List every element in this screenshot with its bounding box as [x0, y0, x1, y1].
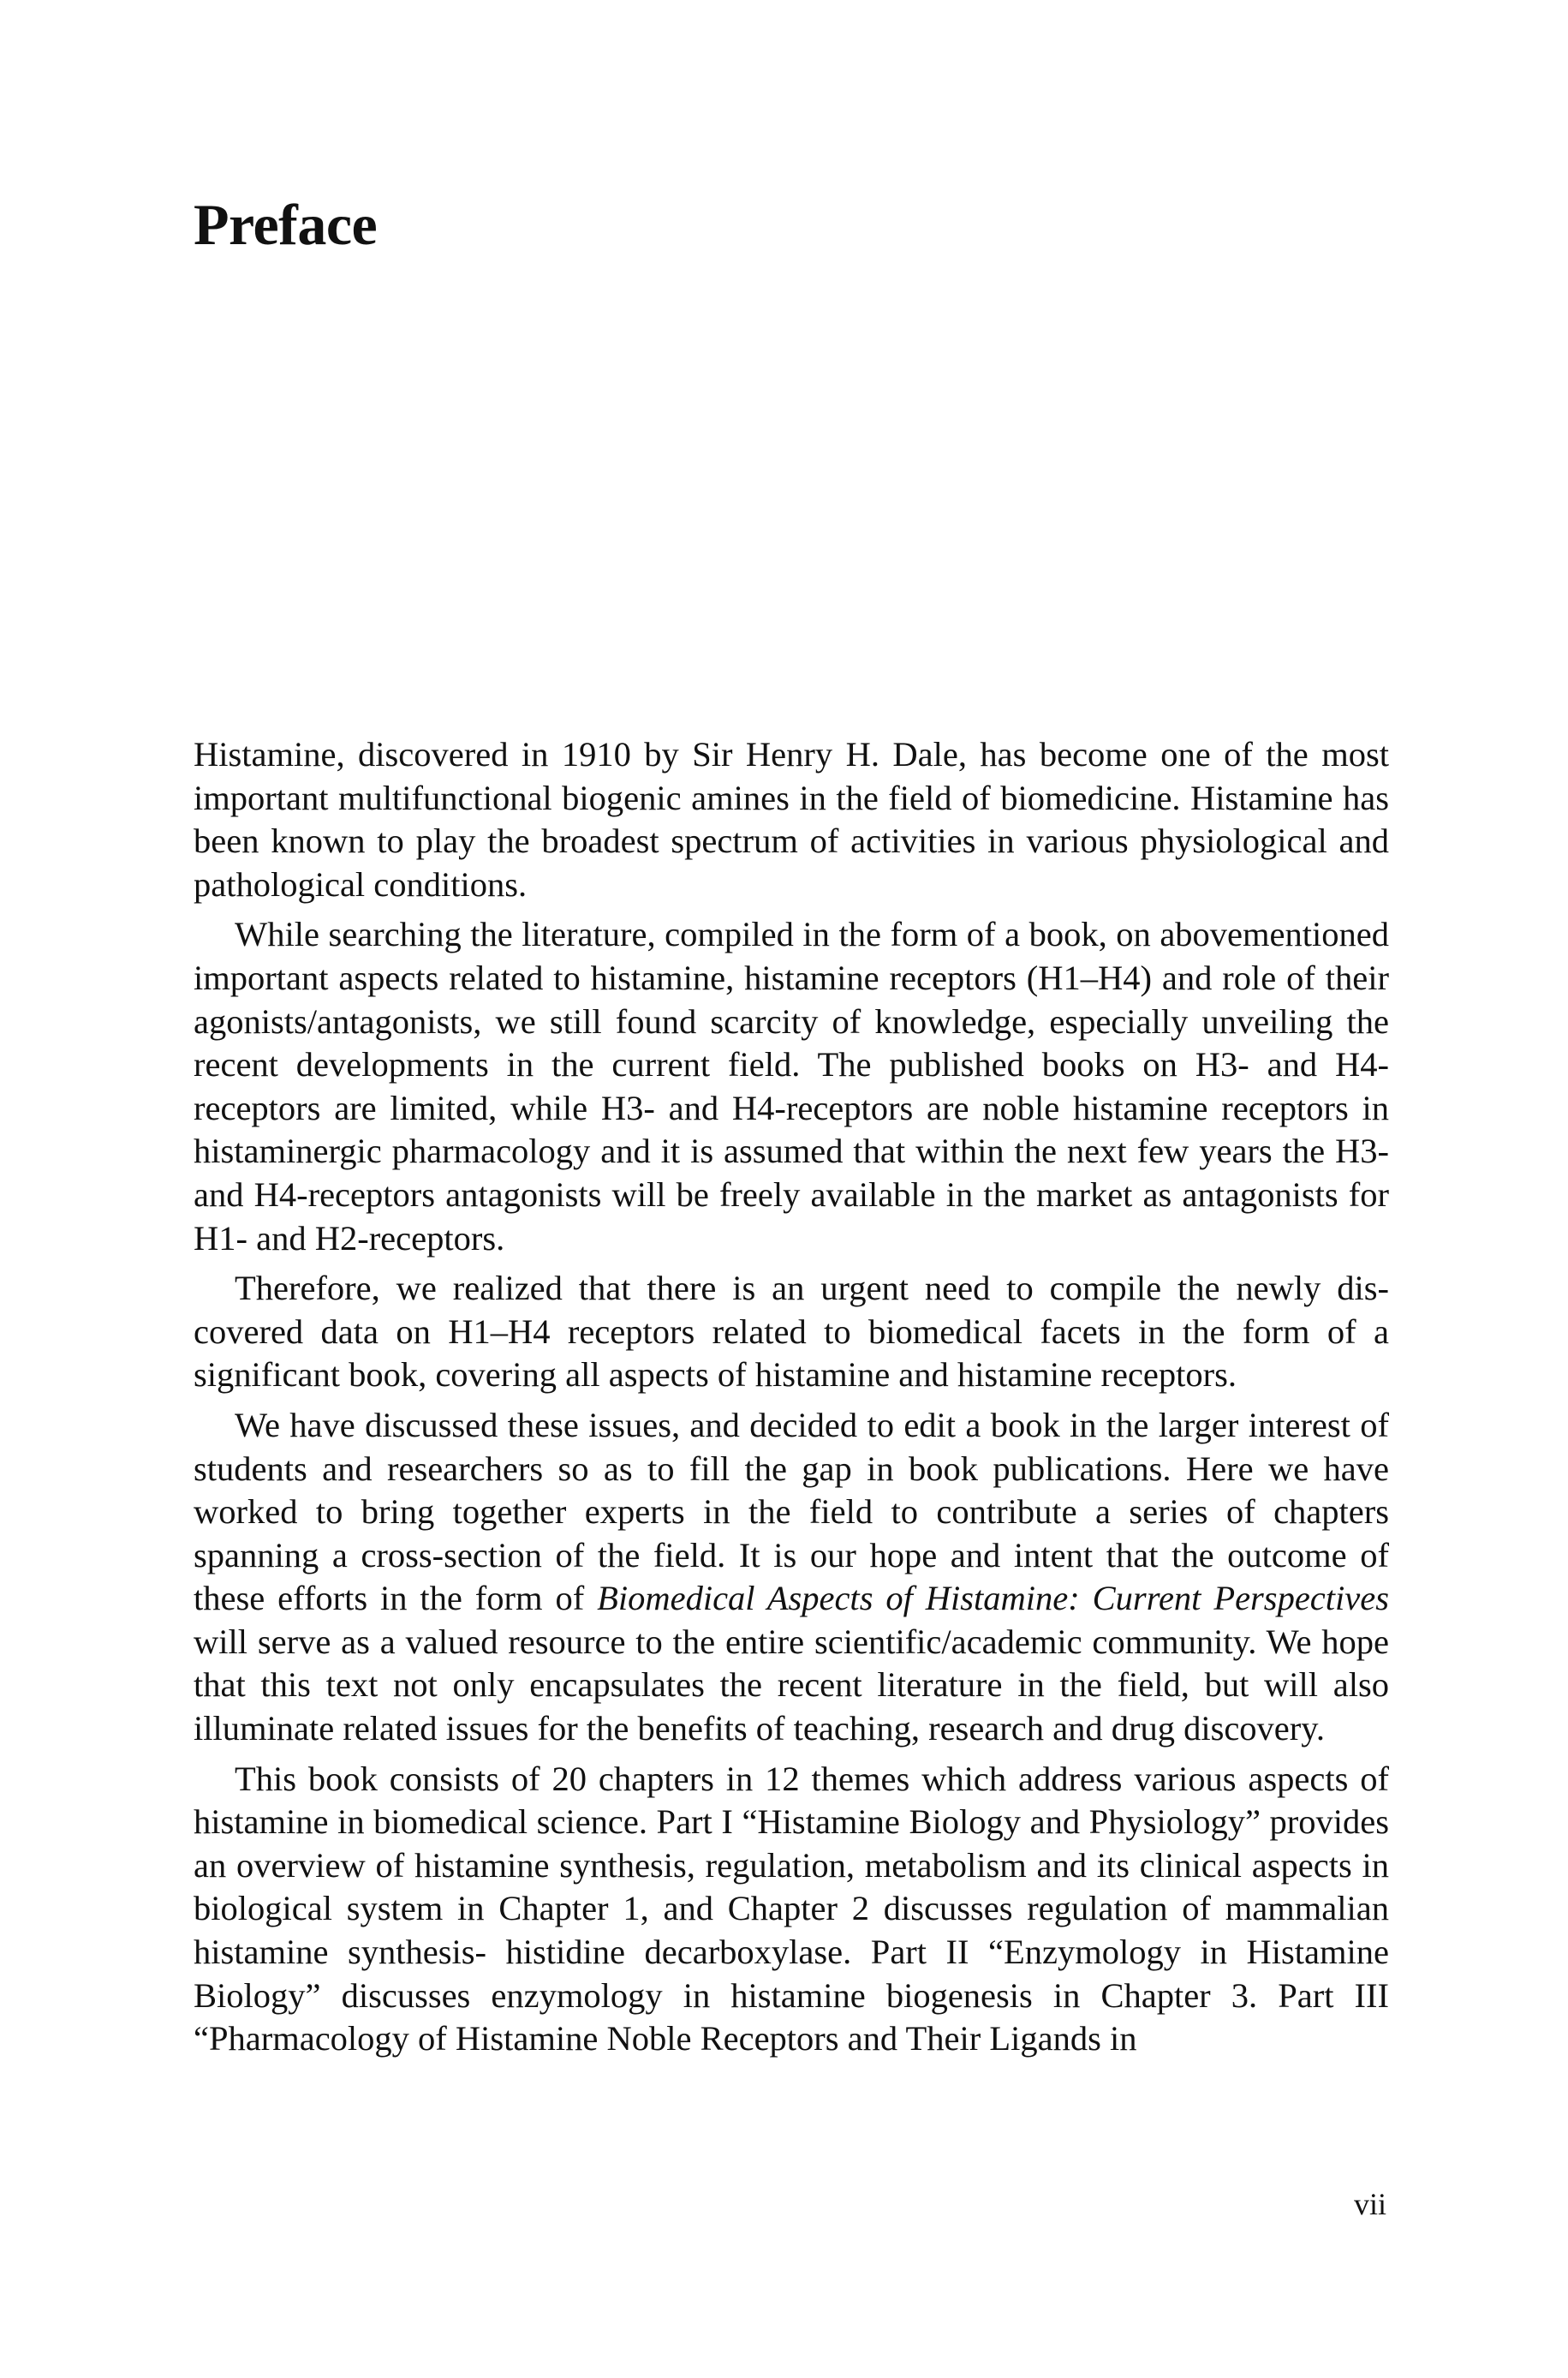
paragraph-3: Therefore, we realized that there is an urgent need to compile the newly discovered data on H1–H4 receptors related to biomedical facets in the form of a significant book, covering all aspects of histamine and histamine receptors.	[194, 1269, 1389, 1395]
book-title: Biomedical Aspects of Histamine: Current Perspectives	[597, 1579, 1389, 1618]
paragraph-1: Histamine, discovered in 1910 by Sir Henry H. Dale, has become one of the most important multifunctional biogenic amines in the field of biomedicine. Histamine has been known to play the broadest spectrum of activities in various physiological and pathological conditions.	[194, 735, 1389, 904]
paragraph-2: While searching the literature, compiled in the form of a book, on abovementioned important aspects related to histamine, histamine receptors (H1–H4) and role of their agonists/antagonists, we still found scarcity of knowledge, especially unveiling the recent developments in the current field. The published books on H3- and H4-receptors are limited, while H3- and H4-receptors are noble histamine receptors in histaminergic pharmacology and it is assumed that within the next few years the H3- and H4-receptors antagonists will be freely available in the market as antagonists for H1- and H2-receptors.	[194, 915, 1389, 1258]
paragraph-5: This book consists of 20 chapters in 12 themes which address various aspects of histamine in biomedical science. Part I “Histamine Biology and Physiology” provides an overview of histamine synthesis, regulation, metabolism and its clinical aspects in biological system in Chapter 1, and Chapter 2 discusses regulation of mammalian histamine synthesis- histidine decarboxylase. Part II “Enzymology in Histamine Biology” discusses enzymology in histamine biogenesis in Chapter 3. Part III “Pharmacology of Histamine Noble Receptors and Their Ligands in	[194, 1759, 1389, 2058]
body-text	[194, 733, 1389, 2068]
page-title: Preface	[194, 192, 378, 257]
paragraph-4-text-end: will serve as a valued resource to the entire scientific/academic community. We hope that this text not only encapsulates the recent literature in the field, but will also illuminate related issues for the benefits of teaching, research and drug discovery.	[194, 1622, 1389, 1748]
paragraph-4-text-start: We have discussed these issues, and decided to edit a book in the larger interest of students and researchers so as to fill the gap in book publications. Here we have worked to bring together experts in the field to contribute a series of chapters spanning a cross-section of the field. It is our hope and intent that the outcome of these efforts in the form of	[194, 1405, 1389, 1618]
paragraph-4	[194, 1404, 1389, 1751]
page-number: vii	[1353, 2187, 1386, 2221]
